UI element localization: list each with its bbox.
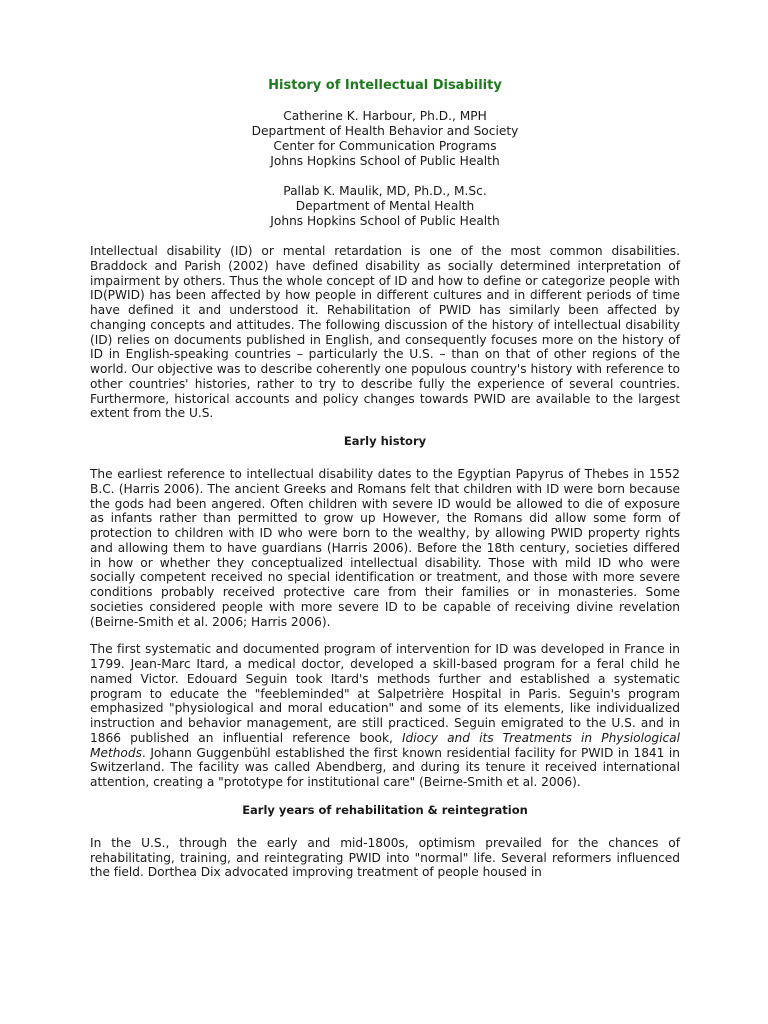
- paragraph-text: The earliest reference to intellectual disability dates to the Egyptian Papyrus of Thebes in 1552 B.C. (Harris 2006). The ancient Greeks and Romans felt that children with ID were born because the gods had been angered. Often children with severe ID would be allowed to die of exposure as infants rather than permitted to grow up However, the Romans did allow some form of protection to children with ID who were born to the wealthy, by allowing PWID property rights and allowing them to have guardians (Harris 2006). Before the 18th century, societies differed in how or whether they conceptualized intellectual disability. Those with mild ID who were socially competent received no special identification or treatment, and those with more severe conditions probably received protective care from their families or in monasteries. Some societies considered people with more severe ID to be capable of receiving divine revelation (Beirne-Smith et al. 2006; Harris 2006).: [90, 467, 680, 629]
- author-affiliation: Johns Hopkins School of Public Health: [270, 214, 500, 228]
- paragraph-text: . Johann Guggenbühl established the first known residential facility for PWID in 1841 in Switzerland. The facility was called Abendberg, and during its tenure it received international attention, creating a "prototype for institutional care" (Beirne-Smith et al. 2006).: [90, 745, 680, 789]
- author-block-1: [90, 109, 680, 169]
- author-affiliation: Johns Hopkins School of Public Health: [270, 154, 500, 168]
- section-heading-early-history: Early history: [343, 434, 427, 448]
- author-affiliation: Center for Communication Programs: [273, 139, 497, 153]
- author-name: Catherine K. Harbour, Ph.D., MPH: [283, 109, 487, 123]
- section-heading-rehabilitation: Early years of rehabilitation & reintegration: [242, 802, 528, 817]
- author-affiliation: Department of Health Behavior and Society: [251, 124, 519, 138]
- early-history-paragraph-1: [90, 467, 680, 629]
- paragraph-text: In the U.S., through the early and mid-1800s, optimism prevailed for the chances of rehabilitating, training, and reintegrating PWID into "normal" life. Several reformers influenced the field. Dorthea Dix advocated improving treatment of people housed in: [90, 835, 680, 880]
- book-title: Idiocy and its Treatments in Physiological Methods: [90, 730, 680, 760]
- intro-paragraph: Intellectual disability (ID) or mental retardation is one of the most common disabilities. Braddock and Parish (2002) have defined disability as socially determined interpretation of impairment by others. Thus the whole concept of ID and how to define or categorize people with ID(PWID) has been affected by how people in different cultures and in different periods of time have defined it and understood it. Rehabilitation of PWID has similarly been affected by changing concepts and attitudes. The following discussion of the history of intellectual disability (ID) relies on documents published in English, and consequently focuses more on the history of ID in English-speaking countries – particularly the U.S. – than on that of other regions of the world. Our objective was to describe coherently one populous country's history with reference to other countries' histories, rather to try to describe fully the experience of several countries. Furthermore, historical accounts and policy changes towards PWID are available to the largest extent from the U.S.: [90, 244, 680, 421]
- early-history-paragraph-2: [90, 642, 680, 790]
- document-page: [90, 78, 680, 893]
- paragraph-text: The first systematic and documented program of intervention for ID was developed in France in 1799. Jean-Marc Itard, a medical doctor, developed a skill-based program for a feral child he named Victor. Edouard Seguin took Itard's methods further and established a systematic program to educate the "feebleminded" at Salpetrière Hospital in Paris. Seguin's program emphasized "physiological and moral education" and some of its elements, like individualized instruction and behavior management, are still practiced. Seguin emigrated to the U.S. and in 1866 published an influential reference book,: [90, 642, 680, 745]
- author-affiliation: Department of Mental Health: [295, 199, 475, 213]
- rehabilitation-paragraph-1: [90, 836, 680, 880]
- author-block-2: [90, 184, 680, 229]
- document-title: History of Intellectual Disability: [268, 78, 502, 93]
- author-name: Pallab K. Maulik, MD, Ph.D., M.Sc.: [283, 184, 487, 198]
